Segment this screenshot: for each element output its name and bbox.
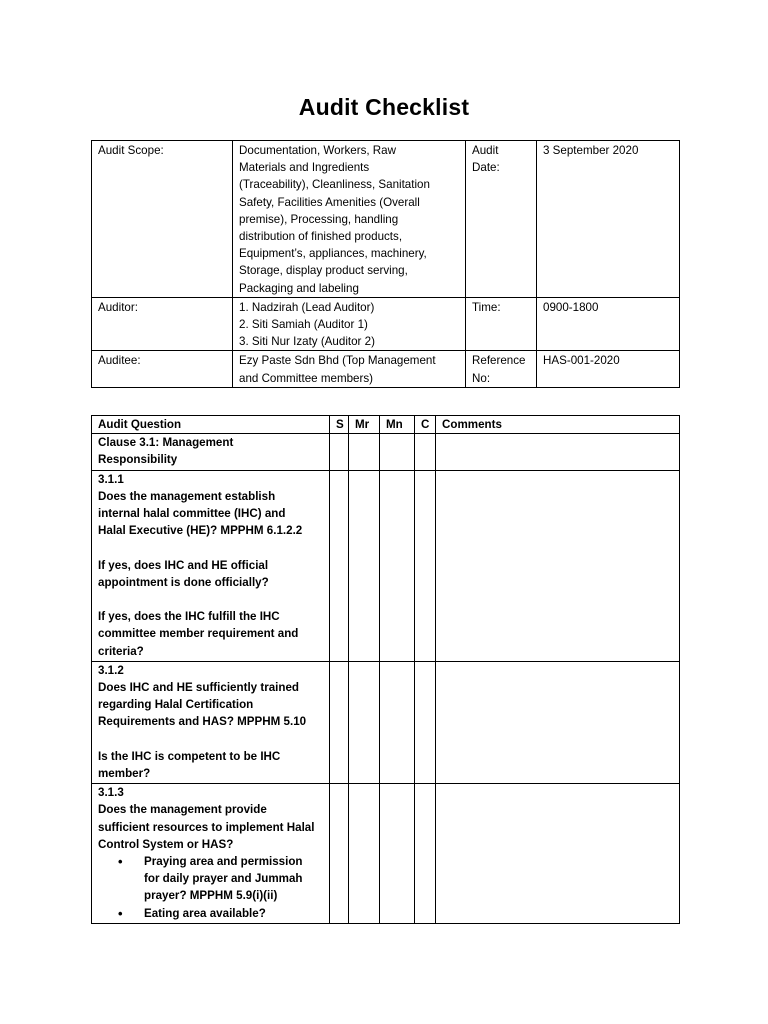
cell-mn[interactable]: [380, 470, 415, 661]
auditor-list: 1. Nadzirah (Lead Auditor) 2. Siti Samiah (Auditor 1) 3. Siti Nur Izaty (Auditor 2): [233, 297, 466, 351]
resource-bullet-list: [98, 853, 323, 922]
header-c: C: [415, 416, 436, 434]
clause-title: Clause 3.1: Management Responsibility: [92, 434, 330, 470]
question-3-1-2: 3.1.2 Does IHC and HE sufficiently trained regarding Halal Certification Requirements and HAS? MPPHM 5.10 Is the IHC is competent to be IHC member?: [92, 661, 330, 783]
cell-s[interactable]: [330, 470, 349, 661]
cell-s[interactable]: [330, 434, 349, 470]
cell-c[interactable]: [415, 784, 436, 924]
header-mn: Mn: [380, 416, 415, 434]
question-row-3-1-2: [92, 661, 680, 783]
scope-label: Audit Scope:: [92, 141, 233, 298]
bullet-eating-area: • Eating area available?: [144, 905, 323, 922]
header-s: S: [330, 416, 349, 434]
header-row: [92, 416, 680, 434]
cell-s[interactable]: [330, 784, 349, 924]
auditee-value: Ezy Paste Sdn Bhd (Top Management and Committee members): [233, 351, 466, 387]
time-value: 0900-1800: [537, 297, 680, 351]
cell-mr[interactable]: [349, 661, 380, 783]
cell-c[interactable]: [415, 470, 436, 661]
question-3-1-1: 3.1.1 Does the management establish internal halal committee (IHC) and Halal Executive (HE)? MPPHM 6.1.2.2 If yes, does IHC and HE official appointment is done officially? If yes, does the IHC fulfill the IHC committee member requirement and criteria?: [92, 470, 330, 661]
cell-c[interactable]: [415, 661, 436, 783]
cell-mn[interactable]: [380, 784, 415, 924]
question-3-1-3: 3.1.3 Does the management provide sufficient resources to implement Halal Control System or HAS? • Praying area and permission for daily prayer and Jummah prayer? MPPHM 5.9(i)(ii) • Eating area available?: [92, 784, 330, 924]
cell-mr[interactable]: [349, 470, 380, 661]
auditor-row: [92, 297, 680, 351]
cell-comments[interactable]: [436, 470, 680, 661]
header-comments: Comments: [436, 416, 680, 434]
reference-label: Reference No:: [466, 351, 537, 387]
date-value: 3 September 2020: [537, 141, 680, 298]
cell-s[interactable]: [330, 661, 349, 783]
cell-mr[interactable]: [349, 784, 380, 924]
scope-row: [92, 141, 680, 298]
audit-checklist-table: [91, 415, 680, 924]
auditee-row: [92, 351, 680, 387]
cell-c[interactable]: [415, 434, 436, 470]
reference-value: HAS-001-2020: [537, 351, 680, 387]
header-audit-question: Audit Question: [92, 416, 330, 434]
question-row-3-1-3: [92, 784, 680, 924]
time-label: Time:: [466, 297, 537, 351]
audit-info-table: [91, 140, 680, 388]
cell-comments[interactable]: [436, 434, 680, 470]
cell-comments[interactable]: [436, 784, 680, 924]
scope-value: Documentation, Workers, Raw Materials and Ingredients (Traceability), Cleanliness, Sanitation Safety, Facilities Amenities (Overall premise), Processing, handling distribution of finished products, Equipment’s, appliances, machinery, Storage, display product serving, Packaging and labeling: [233, 141, 466, 298]
cell-mn[interactable]: [380, 434, 415, 470]
cell-mn[interactable]: [380, 661, 415, 783]
question-row-3-1-1: [92, 470, 680, 661]
page-title: Audit Checklist: [298, 94, 470, 120]
auditee-label: Auditee:: [92, 351, 233, 387]
clause-row: [92, 434, 680, 470]
date-label: Audit Date:: [466, 141, 537, 298]
cell-mr[interactable]: [349, 434, 380, 470]
bullet-praying-area: • Praying area and permission for daily prayer and Jummah prayer? MPPHM 5.9(i)(ii): [144, 853, 323, 905]
header-mr: Mr: [349, 416, 380, 434]
cell-comments[interactable]: [436, 661, 680, 783]
auditor-label: Auditor:: [92, 297, 233, 351]
